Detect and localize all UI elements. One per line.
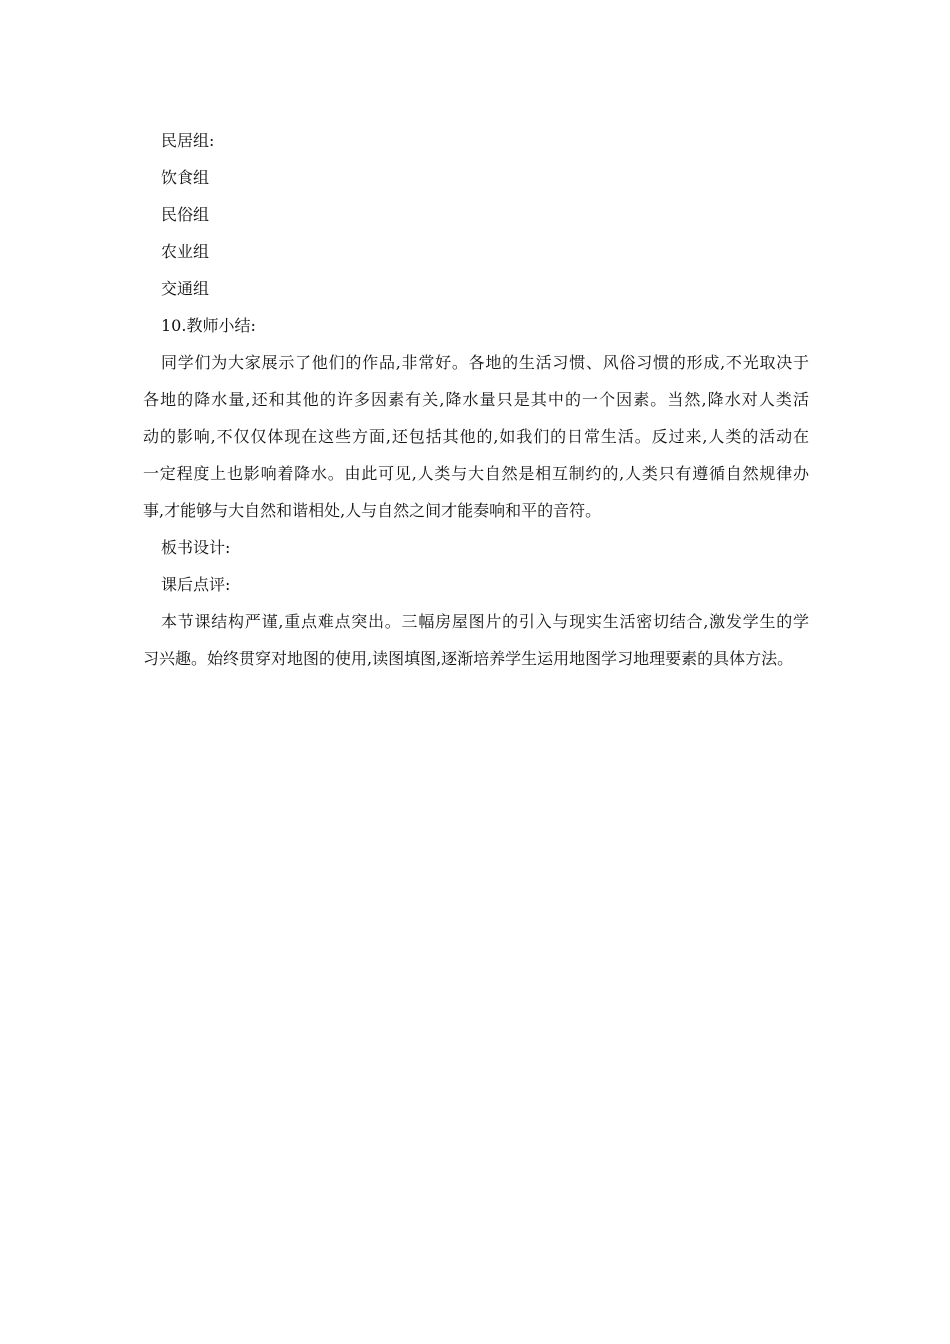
group-nongye: 农业组 (161, 242, 210, 261)
group-minju: 民居组: (161, 131, 215, 150)
summary-line: 动的影响,不仅仅体现在这些方面,还包括其他的,如我们的日常生活。反过来,人类的活动在 (143, 427, 809, 446)
teacher-summary-heading: 10.教师小结: (161, 316, 256, 335)
summary-line: 同学们为大家展示了他们的作品,非常好。各地的生活习惯、风俗习惯的形成,不光取决于 (161, 353, 809, 372)
group-minsu: 民俗组 (161, 205, 210, 224)
review-line: 本节课结构严谨,重点难点突出。三幅房屋图片的引入与现实生活密切结合,激发学生的学 (161, 612, 809, 631)
summary-line: 事,才能够与大自然和谐相处,人与自然之间才能奏响和平的音符。 (143, 501, 602, 520)
group-jiaotong: 交通组 (161, 279, 210, 298)
after-class-review-heading: 课后点评: (161, 575, 231, 594)
document-page (143, 122, 809, 677)
summary-line: 各地的降水量,还和其他的许多因素有关,降水量只是其中的一个因素。当然,降水对人类活 (143, 390, 809, 409)
group-yinshi: 饮食组 (161, 168, 210, 187)
review-paragraph (143, 603, 809, 677)
summary-line: 一定程度上也影响着降水。由此可见,人类与大自然是相互制约的,人类只有遵循自然规律办 (143, 464, 809, 483)
board-design-heading: 板书设计: (161, 538, 231, 557)
review-line: 习兴趣。始终贯穿对地图的使用,读图填图,逐渐培养学生运用地图学习地理要素的具体方法。 (143, 649, 794, 668)
teacher-summary-paragraph (143, 344, 809, 529)
